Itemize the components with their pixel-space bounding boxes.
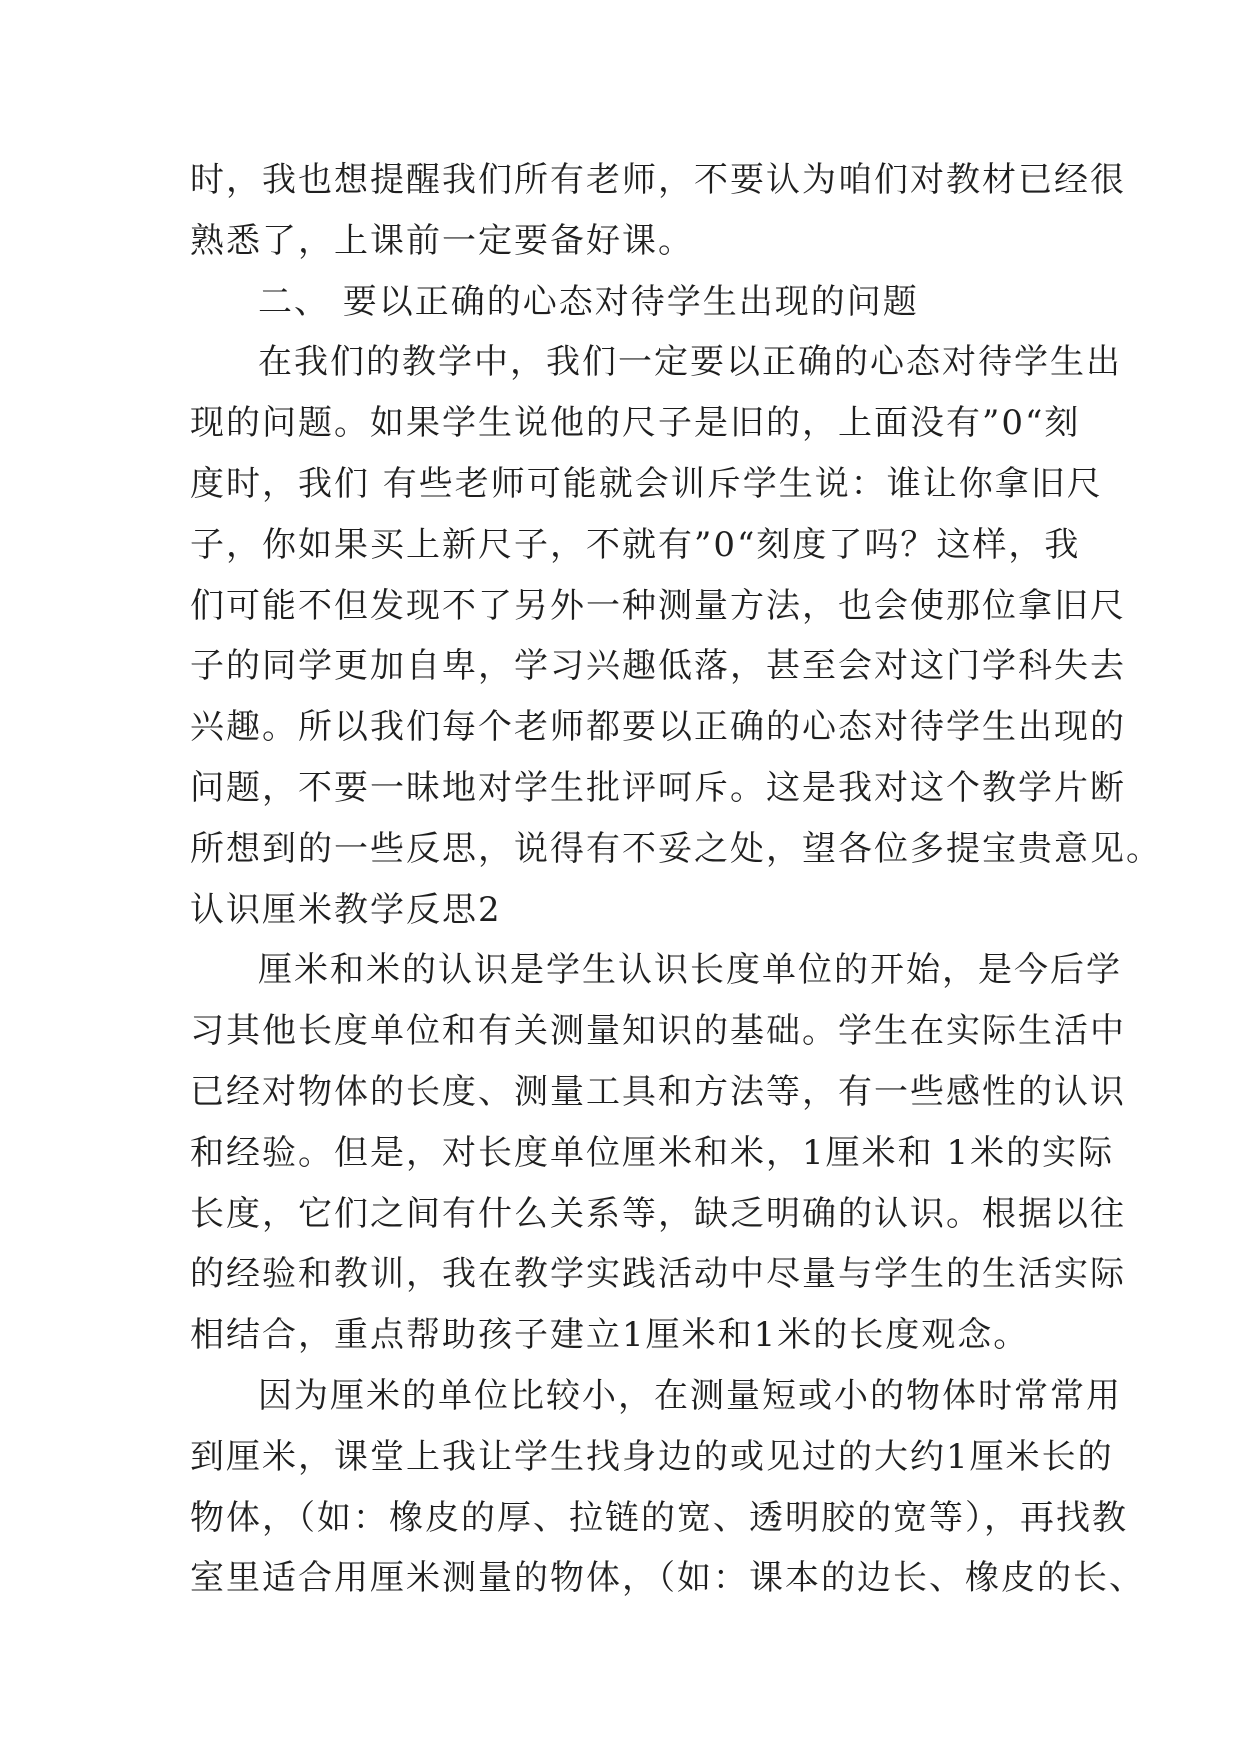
text-line: 兴趣。所以我们每个老师都要以正确的心态对待学生出现的 xyxy=(190,707,1126,748)
text-line: 子的同学更加自卑，学习兴趣低落，甚至会对这门学科失去 xyxy=(190,646,1126,687)
article-title xyxy=(190,880,1070,941)
text-line: 时，我也想提醒我们所有老师，不要认为咱们对教材已经很 xyxy=(190,160,1126,200)
text-line: 的经验和教训，我在教学实践活动中尽量与学生的生活实际 xyxy=(190,1254,1126,1295)
document-body xyxy=(190,150,1162,1609)
paragraph-continued xyxy=(190,150,1126,272)
text-line: 习其他长度单位和有关测量知识的基础。学生在实际生活中 xyxy=(190,1011,1126,1052)
text-line: 度时，我们 有些老师可能就会训斥学生说：谁让你拿旧尺 xyxy=(190,463,1103,504)
text-line: 到厘米，课堂上我让学生找身边的或见过的大约1厘米长的 xyxy=(190,1436,1114,1477)
paragraph xyxy=(190,332,1162,879)
text-line: 长度，它们之间有什么关系等，缺乏明确的认识。根据以往 xyxy=(190,1193,1126,1234)
text-line: 熟悉了，上课前一定要备好课。 xyxy=(190,220,694,261)
text-line: 所想到的一些反思，说得有不妥之处，望各位多提宝贵意见。 xyxy=(190,828,1162,869)
paragraph xyxy=(190,940,1126,1366)
text-line: 们可能不但发现不了另外一种测量方法，也会使那位拿旧尺 xyxy=(190,585,1126,626)
section-heading xyxy=(190,272,1070,333)
text-line: 和经验。但是，对长度单位厘米和米，1厘米和 1米的实际 xyxy=(190,1132,1115,1173)
paragraph xyxy=(190,1366,1145,1609)
text-line: 厘米和米的认识是学生认识长度单位的开始，是今后学 xyxy=(258,950,1122,991)
text-line: 子，你如果买上新尺子，不就有”0“刻度了吗？这样，我 xyxy=(190,524,1081,565)
text-line: 现的问题。如果学生说他的尺子是旧的，上面没有”0“刻 xyxy=(190,403,1081,444)
text-line: 在我们的教学中，我们一定要以正确的心态对待学生出 xyxy=(258,342,1122,383)
text-line: 因为厘米的单位比较小，在测量短或小的物体时常常用 xyxy=(258,1375,1122,1416)
text-line: 二、 要以正确的心态对待学生出现的问题 xyxy=(258,281,919,322)
text-line: 室里适合用厘米测量的物体，（如：课本的边长、橡皮的长、 xyxy=(190,1558,1145,1599)
text-line: 相结合，重点帮助孩子建立1厘米和1米的长度观念。 xyxy=(190,1315,1030,1356)
text-line: 认识厘米教学反思2 xyxy=(190,889,502,930)
text-line: 已经对物体的长度、测量工具和方法等，有一些感性的认识 xyxy=(190,1071,1126,1112)
text-line: 问题，不要一昧地对学生批评呵斥。这是我对这个教学片断 xyxy=(190,767,1126,808)
text-line: 物体，（如：橡皮的厚、拉链的宽、透明胶的宽等），再找教 xyxy=(190,1497,1128,1538)
